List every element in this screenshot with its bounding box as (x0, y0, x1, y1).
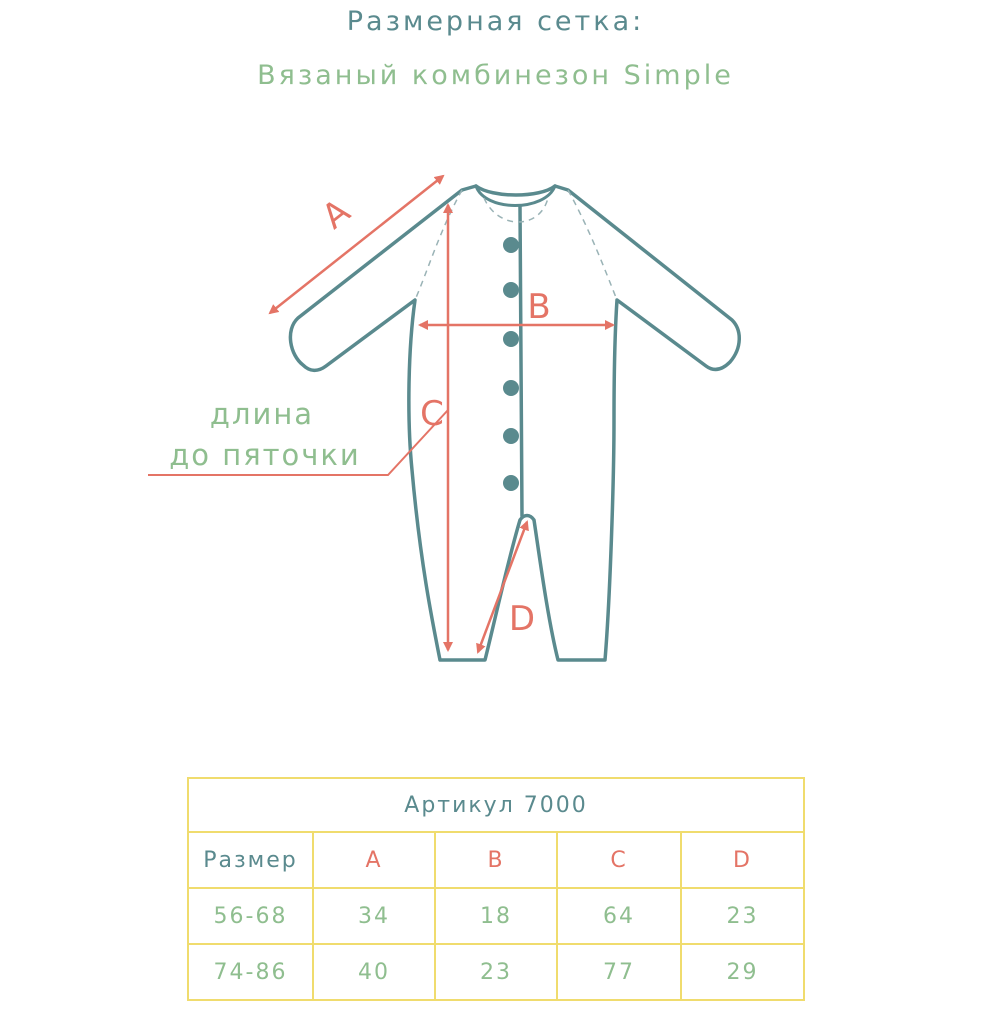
cell-size: 74-86 (188, 944, 313, 1000)
column-header-b: B (435, 832, 557, 888)
table-row (188, 888, 804, 944)
label-b: B (527, 287, 551, 327)
cell-a: 40 (313, 944, 435, 1000)
size-table (187, 777, 805, 1001)
cell-c: 77 (557, 944, 681, 1000)
romper-neckline (476, 186, 555, 195)
romper-placket (520, 206, 522, 516)
button-6 (503, 475, 519, 491)
arrow-a (270, 176, 443, 313)
table-header-row (188, 832, 804, 888)
buttons (503, 237, 519, 491)
cell-c: 64 (557, 888, 681, 944)
cell-size: 56-68 (188, 888, 313, 944)
column-header-size: Размер (188, 832, 313, 888)
romper-outline (290, 186, 739, 660)
button-4 (503, 380, 519, 396)
seam-right (568, 190, 617, 300)
page-title: Размерная сетка: (346, 6, 645, 37)
product-subtitle: Вязаный комбинезон Simple (257, 60, 734, 91)
button-3 (503, 331, 519, 347)
romper-left-side (290, 186, 739, 660)
label-d: D (508, 599, 536, 639)
button-5 (503, 428, 519, 444)
table-caption: Артикул 7000 (188, 778, 804, 832)
column-header-c: C (557, 832, 681, 888)
cell-d: 29 (681, 944, 804, 1000)
column-header-d: D (681, 832, 804, 888)
cell-b: 23 (435, 944, 557, 1000)
cell-d: 23 (681, 888, 804, 944)
button-2 (503, 282, 519, 298)
button-1 (503, 237, 519, 253)
heel-length-note-line1: длина (209, 397, 315, 431)
label-c: C (420, 394, 444, 434)
cell-b: 18 (435, 888, 557, 944)
cell-a: 34 (313, 888, 435, 944)
label-a: A (314, 191, 358, 238)
heel-length-note-line2: до пяточки (169, 438, 361, 472)
column-header-a: A (313, 832, 435, 888)
table-row (188, 944, 804, 1000)
